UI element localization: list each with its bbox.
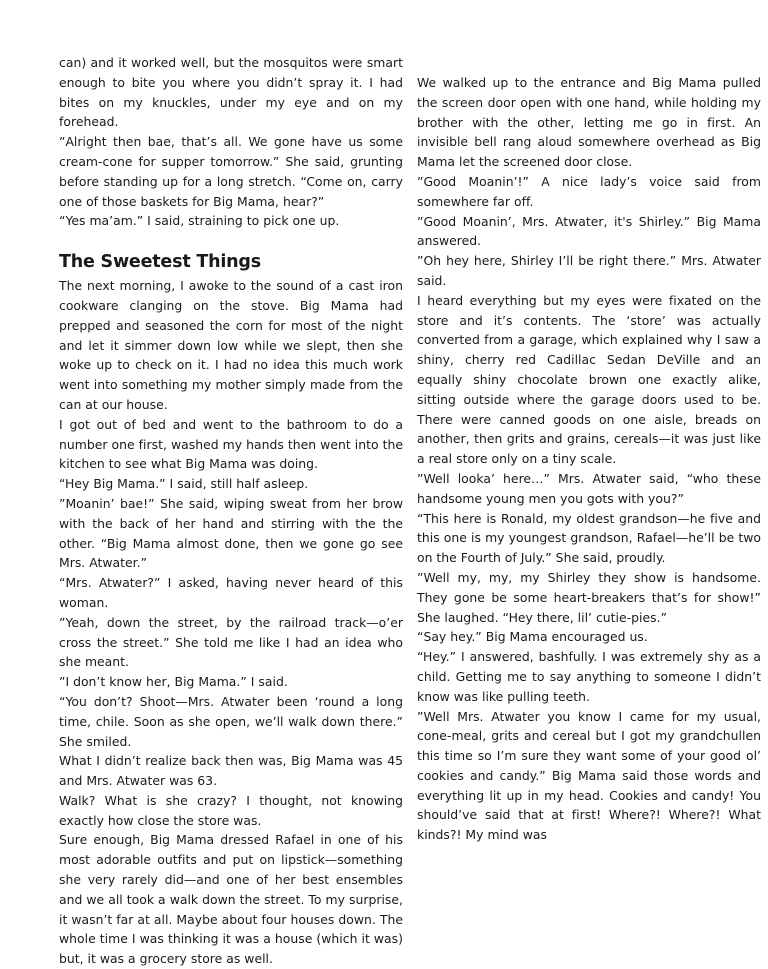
paragraph: “Hey.” I answered, bashfully. I was extremely shy as a child. Getting me to say anything to someone I didn’t know was like pulling teeth. — [417, 649, 761, 704]
paragraph: ”Alright then bae, that’s all. We gone have us some cream-cone for supper tomorrow.” She said, grunting before standing up for a long stretch. “Come on, carry one of those baskets for Big Mama, hear?” — [59, 134, 403, 209]
paragraph: can) and it worked well, but the mosquitos were smart enough to bite you where you didn’t spray it. I had bites on my knuckles, under my eye and on my forehead. — [59, 55, 403, 130]
section-heading: The Sweetest Things — [59, 252, 261, 273]
right-column — [417, 73, 761, 845]
paragraph: “Say hey.” Big Mama encouraged us. — [417, 629, 648, 645]
paragraph: ”Well Mrs. Atwater you know I came for my usual, cone-meal, grits and cereal but I got my grandchullen this time so I’m sure they want some of your good ol’ cookies and candy.” Big Mama said those words and everything lit up in my head. Cookies and candy! You should’ve said that at first! Where?! Where?! What kinds?! My mind was — [417, 708, 761, 843]
paragraph: “You don’t? Shoot—Mrs. Atwater been ‘round a long time, chile. Soon as she open, we’ll walk down there.” She smiled. — [59, 693, 403, 749]
paragraph: ”I don’t know her, Big Mama.” I said. — [59, 674, 288, 690]
left-column — [59, 53, 403, 969]
paragraph: “This here is Ronald, my oldest grandson—he five and this one is my youngest grandson, Rafael—he’ll be two on the Fourth of July.” She said, proudly. — [417, 510, 761, 566]
paragraph: Sure enough, Big Mama dressed Rafael in one of his most adorable outfits and put on lipstick—something she very rarely did—and one of her best ensembles and we all took a walk down the street. To my surprise, it wasn’t far at all. Maybe about four houses down. The whole time I was thinking it was a house (which it was) but, it was a grocery store as well. — [59, 832, 403, 967]
paragraph: ”Moanin’ bae!” She said, wiping sweat from her brow with the back of her hand and stirring with the the other. “Big Mama almost done, then we gone go see Mrs. Atwater.” — [59, 495, 403, 571]
paragraph: I heard everything but my eyes were fixated on the store and it’s contents. The ‘store’ was actually converted from a garage, which explained why I saw a shiny, cherry red Cadillac Sedan DeVille and an equally shiny chocolate brown one exactly alike, sitting outside where the garage doors used to be. There were canned goods on one aisle, breads on another, then grits and grains, cereals—it was just like a real store only on a tiny scale. — [417, 292, 761, 467]
paragraph: ”Good Moanin’!” A nice lady’s voice said from somewhere far off. — [417, 173, 761, 209]
paragraph: ”Good Moanin’, Mrs. Atwater, it's Shirley.” Big Mama answered. — [417, 213, 761, 249]
paragraph: We walked up to the entrance and Big Mama pulled the screen door open with one hand, while holding my brother with the other, letting me go in first. An invisible bell rang aloud somewhere overhead as Big Mama let the screened door close. — [417, 75, 761, 170]
paragraph: What I didn’t realize back then was, Big Mama was 45 and Mrs. Atwater was 63. — [59, 753, 403, 789]
paragraph: The next morning, I awoke to the sound of a cast iron cookware clanging on the stove. Big Mama had prepped and seasoned the corn for most of the night and let it simmer down low while we slept, then she woke up to check on it. I had no idea this much work went into something my mother simply made from the can at our house. — [59, 278, 403, 412]
paragraph: ”Oh hey here, Shirley I’ll be right there.” Mrs. Atwater said. — [417, 253, 761, 288]
paragraph: ”Well looka’ here…” Mrs. Atwater said, “who these handsome young men you gots with you?” — [417, 470, 761, 506]
paragraph: ”Well my, my, my Shirley they show is handsome. They gone be some heart-breakers that’s for show!” She laughed. “Hey there, lil’ cutie-pies.” — [417, 569, 761, 625]
paragraph: Walk? What is she crazy? I thought, not knowing exactly how close the store was. — [59, 792, 403, 828]
paragraph: “Hey Big Mama.” I said, still half asleep. — [59, 476, 309, 492]
paragraph: I got out of bed and went to the bathroom to do a number one first, washed my hands then went into the kitchen to see what Big Mama was doing. — [59, 416, 403, 472]
paragraph: “Yes ma’am.” I said, straining to pick one up. — [59, 213, 340, 229]
paragraph: “Mrs. Atwater?” I asked, having never heard of this woman. — [59, 575, 403, 610]
paragraph: ”Yeah, down the street, by the railroad track—o’er cross the street.” She told me like I had an idea who she meant. — [59, 614, 403, 670]
